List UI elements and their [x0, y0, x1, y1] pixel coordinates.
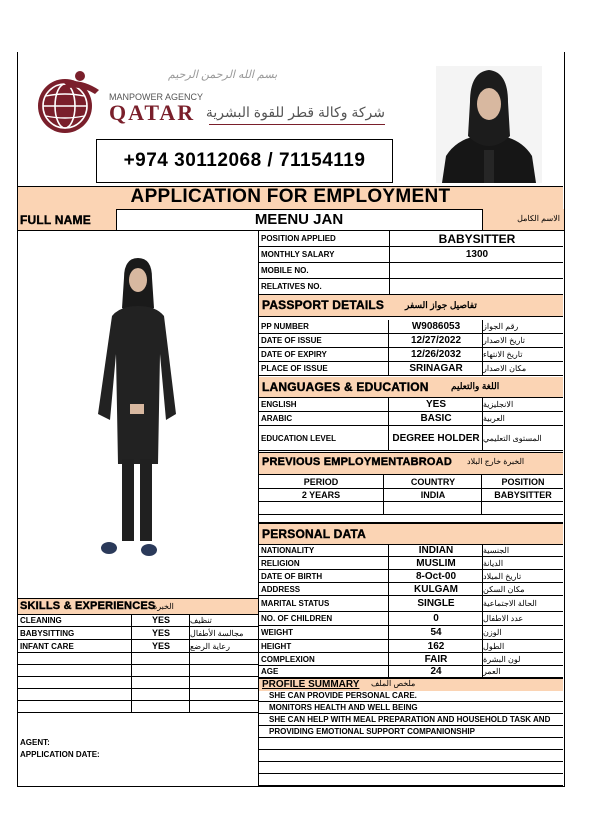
job-row-label: MONTHLY SALARY: [261, 250, 335, 259]
skills-value: YES: [131, 627, 190, 639]
previous-employment-cell: [481, 502, 564, 514]
full-name-value-cell: [116, 209, 482, 231]
agency-logo: [33, 66, 105, 136]
previous-employment-cell: [383, 502, 482, 514]
skills-label-ar: مجالسة الأطفال: [189, 627, 257, 639]
passport-header: [259, 295, 563, 317]
full-name-ar: الاسم الكامل: [517, 214, 560, 223]
job-row-label: RELATIVES NO.: [261, 282, 322, 291]
phone-box: [96, 139, 393, 183]
personal-data-label: MARITAL STATUS: [261, 599, 330, 608]
personal-data-row: [259, 583, 563, 596]
passport-label-ar: تاريخ الاصدار: [482, 334, 561, 347]
profile-summary-title: PROFILE SUMMARY: [262, 679, 360, 690]
job-row-value: 1300: [389, 247, 564, 262]
job-row: [259, 231, 563, 247]
bismillah-calligraphy: بسم الله الرحمن الرحيم: [168, 69, 278, 81]
passport-row: [259, 320, 563, 334]
skills-empty-row: [18, 653, 258, 665]
profile-summary-line: PROVIDING EMOTIONAL SUPPORT COMPANIONSHIP: [269, 727, 475, 736]
skills-label: INFANT CARE: [20, 641, 74, 651]
personal-data-row: [259, 544, 563, 557]
skills-label: CLEANING: [20, 615, 62, 625]
agency-name-ar: شركة وكالة قطر للقوة البشرية: [205, 104, 385, 120]
profile-summary-empty-row: [259, 774, 563, 786]
skills-row: [18, 627, 258, 640]
previous-employment-column-header: PERIOD: [303, 476, 339, 487]
personal-data-value: INDIAN: [388, 544, 483, 556]
skills-empty-cell: [131, 653, 190, 664]
languages-header: [259, 377, 563, 398]
agency-name-en: MANPOWER AGENCY: [109, 92, 204, 102]
skills-label: BABYSITTING: [20, 628, 75, 638]
personal-data-label-ar: الحالة الاجتماعية: [482, 596, 561, 611]
personal-data-value: 0: [388, 612, 483, 625]
personal-data-value: SINGLE: [388, 596, 483, 611]
skills-title-ar: الخبرة: [153, 602, 174, 611]
skills-empty-cell: [131, 677, 190, 688]
full-name-label: FULL NAME: [20, 213, 91, 227]
personal-data-label: DATE OF BIRTH: [261, 571, 323, 581]
skills-empty-cell: [131, 701, 190, 712]
language-row: [259, 412, 563, 426]
skills-empty-cell: [189, 665, 257, 676]
skills-row: [18, 614, 258, 627]
passport-label: PLACE OF ISSUE: [261, 364, 328, 373]
personal-data-label: NO. OF CHILDREN: [261, 614, 333, 623]
passport-label: PP NUMBER: [261, 322, 309, 331]
personal-data-label-ar: الطول: [482, 640, 561, 652]
full-name-ar-cell: [482, 209, 564, 231]
passport-label-ar: رقم الجواز: [482, 320, 561, 333]
skills-empty-cell: [189, 701, 257, 712]
brand-underline: [209, 124, 385, 125]
language-value: BASIC: [388, 412, 483, 425]
previous-employment-column-header: COUNTRY: [383, 475, 482, 488]
personal-data-label-ar: الديانة: [482, 557, 561, 569]
skills-empty-cell: [189, 677, 257, 688]
job-row-label: MOBILE NO.: [261, 266, 309, 275]
profile-summary-line: SHE CAN PROVIDE PERSONAL CARE.: [269, 691, 417, 700]
job-row: [259, 263, 563, 279]
previous-employment-cell: BABYSITTER: [481, 489, 564, 501]
personal-data-label-ar: مكان السكن: [482, 583, 561, 595]
job-row-value: [389, 279, 564, 294]
passport-value: 12/26/2032: [388, 348, 483, 361]
personal-data-value: 8-Oct-00: [388, 570, 483, 582]
passport-title: PASSPORT DETAILS: [262, 298, 385, 312]
personal-data-value: KULGAM: [388, 583, 483, 595]
previous-employment-cell: [259, 502, 383, 514]
skills-row: [18, 640, 258, 653]
job-row-value: [389, 263, 564, 278]
skills-label-ar: رعاية الرضع: [189, 640, 257, 652]
personal-data-label-ar: العمر: [482, 666, 561, 677]
skills-header: [18, 598, 258, 615]
passport-value: SRINAGAR: [388, 362, 483, 375]
previous-employment-header: [259, 452, 563, 475]
passport-row: [259, 348, 563, 362]
personal-data-value: MUSLIM: [388, 557, 483, 569]
globe-logo-icon: [33, 66, 105, 136]
skills-value: YES: [131, 640, 190, 652]
passport-row: [259, 334, 563, 348]
skills-empty-cell: [189, 689, 257, 700]
languages-title-ar: اللغة والتعليم: [451, 381, 500, 391]
language-label-ar: الانجليزية: [482, 398, 561, 411]
previous-employment-spacer-row: [259, 515, 563, 523]
portrait-photo: [436, 66, 542, 183]
personal-data-row: [259, 612, 563, 626]
personal-data-row: [259, 570, 563, 583]
passport-value: 12/27/2022: [388, 334, 483, 347]
previous-employment-column-header: POSITION: [481, 475, 564, 488]
full-name-value: MEENU JAN: [254, 211, 344, 228]
personal-data-label-ar: تاريخ الميلاد: [482, 570, 561, 582]
previous-employment-cell: INDIA: [383, 489, 482, 501]
personal-data-label: ADDRESS: [261, 584, 301, 594]
profile-summary-empty-row: [259, 762, 563, 774]
previous-employment-header-row: [259, 475, 563, 489]
personal-data-label: AGE: [261, 667, 279, 676]
personal-data-row: [259, 596, 563, 612]
personal-data-label: NATIONALITY: [261, 545, 315, 555]
agent-label: AGENT:: [20, 738, 50, 747]
profile-summary-line-row: [259, 690, 563, 702]
personal-data-row: [259, 626, 563, 640]
full-body-photo: [94, 254, 180, 570]
personal-data-label: HEIGHT: [261, 641, 292, 651]
title-wrap: [18, 186, 563, 208]
profile-summary-line-row: [259, 726, 563, 738]
profile-summary-line-row: [259, 702, 563, 714]
job-row-value: BABYSITTER: [389, 231, 564, 246]
profile-summary-line-row: [259, 714, 563, 726]
skills-empty-row: [18, 689, 258, 701]
profile-summary-title-ar: ملخص الملف: [371, 679, 416, 688]
application-date-label: APPLICATION DATE:: [20, 750, 100, 759]
language-label: EDUCATION LEVEL: [261, 433, 336, 443]
job-row: [259, 247, 563, 263]
skills-empty-row: [18, 677, 258, 689]
skills-empty-row: [18, 701, 258, 713]
passport-label: DATE OF EXPIRY: [261, 350, 327, 359]
profile-summary-line: MONITORS HEALTH AND WELL BEING: [269, 703, 418, 712]
language-label: ARABIC: [261, 414, 293, 423]
language-row: [259, 398, 563, 412]
previous-employment-cell: 2 YEARS: [301, 490, 341, 500]
skills-empty-cell: [131, 665, 190, 676]
passport-value: W9086053: [388, 320, 483, 333]
profile-summary-empty-row: [259, 738, 563, 750]
personal-data-label-ar: الوزن: [482, 626, 561, 639]
language-label-ar: المستوى التعليمي: [482, 426, 561, 450]
phone-number: +974 30112068 / 71154119: [123, 150, 366, 171]
language-label-ar: العربية: [482, 412, 561, 425]
language-value: DEGREE HOLDER: [388, 426, 483, 450]
passport-row: [259, 362, 563, 376]
language-row: [259, 426, 563, 451]
personal-data-row: [259, 640, 563, 653]
languages-title: LANGUAGES & EDUCATION: [262, 380, 429, 394]
passport-label-ar: تاريخ الانتهاء: [482, 348, 561, 361]
agency-brand: QATAR: [109, 100, 196, 125]
personal-data-value: 54: [388, 626, 483, 639]
personal-data-label: COMPLEXION: [261, 654, 315, 664]
previous-employment-title-ar: الخبرة خارج البلاد: [467, 457, 525, 466]
personal-data-label-ar: الجنسية: [482, 544, 561, 556]
previous-employment-row: [259, 489, 563, 502]
skills-empty-row: [18, 665, 258, 677]
form-title: APPLICATION FOR EMPLOYMENT: [130, 186, 451, 207]
skills-empty-cell: [131, 689, 190, 700]
passport-label-ar: مكان الاصدار: [482, 362, 561, 375]
passport-title-ar: تفاصيل جواز السفر: [405, 300, 477, 310]
skills-title: SKILLS & EXPERIENCES: [20, 600, 156, 612]
personal-data-label-ar: عدد الاطفال: [482, 612, 561, 625]
personal-data-row: [259, 653, 563, 666]
previous-employment-row: [259, 502, 563, 515]
language-label: ENGLISH: [261, 400, 297, 409]
passport-label: DATE OF ISSUE: [261, 336, 322, 345]
personal-data-header: [259, 523, 563, 545]
profile-summary-empty-row: [259, 750, 563, 762]
language-value: YES: [388, 398, 483, 411]
personal-data-label: WEIGHT: [261, 628, 293, 637]
skills-empty-cell: [189, 653, 257, 664]
previous-employment-title: PREVIOUS EMPLOYMENTABROAD: [262, 456, 452, 468]
personal-data-title: PERSONAL DATA: [262, 527, 366, 541]
job-row: [259, 279, 563, 295]
personal-data-row: [259, 557, 563, 570]
personal-data-label: RELIGION: [261, 558, 300, 568]
skills-label-ar: تنظيف: [189, 614, 257, 626]
personal-data-value: 24: [388, 666, 483, 677]
profile-summary-line: SHE CAN HELP WITH MEAL PREPARATION AND HOUSEHOLD TASK AND: [269, 715, 551, 724]
personal-data-label-ar: لون البشرة: [482, 653, 561, 665]
full-name-label-wrap: [20, 211, 91, 229]
job-row-label: POSITION APPLIED: [261, 234, 336, 243]
personal-data-value: 162: [388, 640, 483, 652]
personal-data-row: [259, 666, 563, 678]
skills-value: YES: [131, 614, 190, 626]
personal-data-value: FAIR: [388, 653, 483, 665]
